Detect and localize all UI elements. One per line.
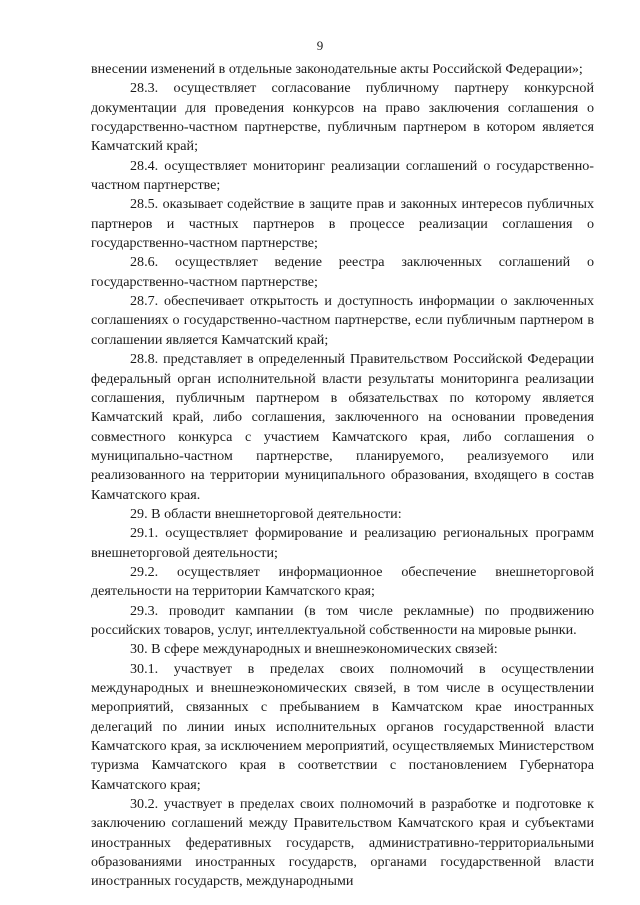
paragraph-continuation: внесении изменений в отдельные законодательные акты Российской Федерации»; (91, 61, 583, 77)
paragraph-28-6: 28.6. осуществляет ведение реестра заключенных соглашений о государственно-частном партнерстве; (91, 254, 594, 290)
paragraph-30-2: 30.2. участвует в пределах своих полномочий в разработке и подготовке к заключению соглашений между Правительством Камчатского края и субъектами иностранных федеративных государств, административно-территориальными образованиями иностранных государств, органами государственной власти иностранных государств, международными (91, 796, 594, 890)
paragraph-28-3: 28.3. осуществляет согласование публичному партнеру конкурсной документации для проведения конкурсов на право заключения соглашения о государственно-частном партнерстве, публичным партнером в котором является Камчатский край; (91, 80, 594, 155)
section-heading-29: 29. В области внешнеторговой деятельности: (130, 505, 402, 522)
section-heading-30: 30. В сфере международных и внешнеэкономических связей: (130, 641, 498, 658)
paragraph-28-4: 28.4. осуществляет мониторинг реализации соглашений о государственно-частном партнерстве; (91, 157, 594, 194)
paragraph-29-3: 29.3. проводит кампании (в том числе рекламные) по продвижению российских товаров, услуг, интеллектуальной собственности на мировые рынки. (91, 602, 594, 638)
paragraph-30-1: 30.1. участвует в пределах своих полномочий в осуществлении международных и внешнеэкономических связей, в том числе в осуществлении мероприятий, связанных с пребыванием в Камчатском крае иностранных делегаций по линии иных исполнительных органов государственной власти Камчатского края, за исключением мероприятий, осуществляемых Министерством туризма Камчатского края в соответствии с постановлением Губернатора Камчатского края; (91, 660, 594, 793)
page-number: 9 (316, 38, 324, 53)
paragraph-29-2: 29.2. осуществляет информационное обеспечение внешнеторговой деятельности на территории Камчатского края; (91, 563, 594, 600)
paragraph-28-7: 28.7. обеспечивает открытость и доступность информации о заключенных соглашениях о государственно-частном партнерстве, если публичным партнером в соглашении является Камчатский край; (91, 293, 594, 348)
paragraph-28-5: 28.5. оказывает содействие в защите прав и законных интересов публичных партнеров и частных партнеров в процессе реализации соглашения о государственно-частном партнерстве; (91, 196, 594, 252)
paragraph-28-8: 28.8. представляет в определенный Правительством Российской Федерации федеральный орган исполнительной власти результаты мониторинга реализации соглашения, публичным партнером в обязательствах по которому является Камчатский край, либо соглашения, заключенного на основании проведения совместного конкурса с участием Камчатского края, либо соглашения о муниципально-частном партнерстве, планируемого, реализуемого или реализованного на территории муниципального образования, входящего в состав Камчатского края. (91, 351, 594, 503)
document-body (91, 60, 594, 892)
paragraph-29-1: 29.1. осуществляет формирование и реализацию региональных программ внешнеторговой деятельности; (91, 525, 594, 561)
